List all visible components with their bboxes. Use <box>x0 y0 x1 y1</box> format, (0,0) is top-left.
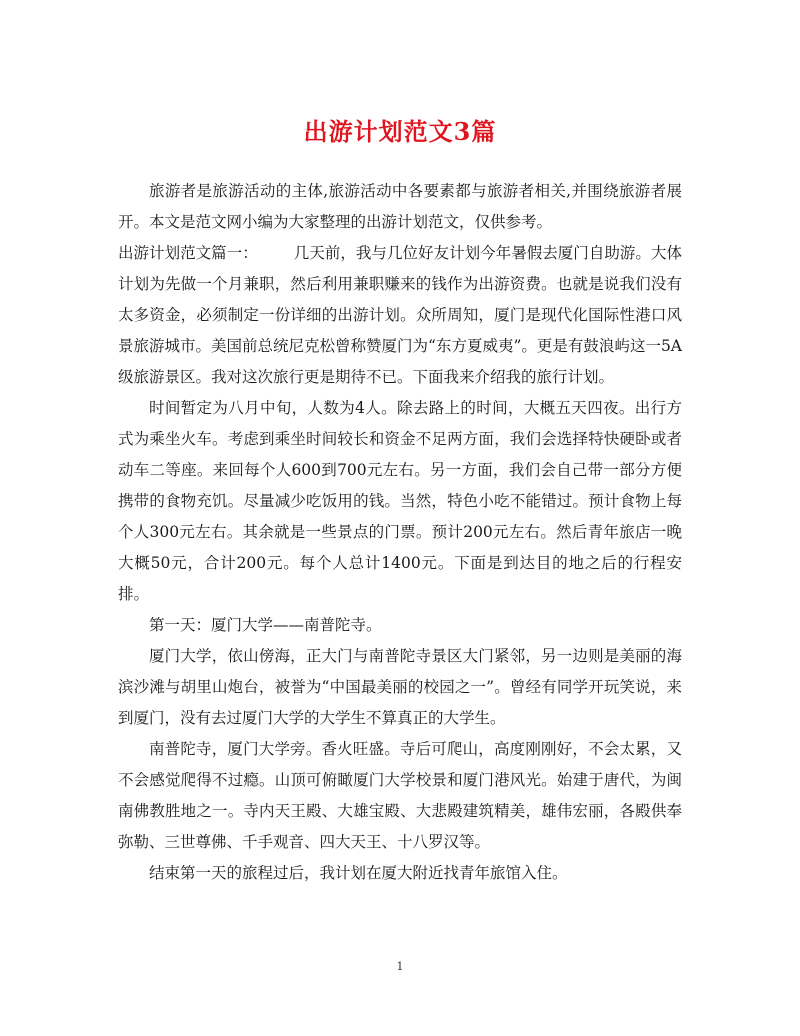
paragraph-article-one <box>118 238 682 393</box>
paragraph-end-day-one: 结束第一天的旅程过后，我计划在厦大附近找青年旅馆入住。 <box>149 864 568 882</box>
paragraph-xiamen-university: 厦门大学，依山傍海，正大门与南普陀寺景区大门紧邻，另一边则是美丽的海滨沙滩与胡里山炮台，被誉为“中国最美丽的校园之一”。曾经有同学开玩笑说，来到厦门，没有去过厦门大学的大学生不算真正的大学生。 <box>118 647 682 727</box>
paragraph-time-budget: 时间暂定为八月中旬，人数为4人。除去路上的时间，大概五天四夜。出行方式为乘坐火车。考虑到乘坐时间较长和资金不足两方面，我们会选择特快硬卧或者动车二等座。来回每个人600到700元左右。另一方面，我们会自己带一部分方便携带的食物充饥。尽量减少吃饭用的钱。当然，特色小吃不能错过。预计食物上每个人300元左右。其余就是一些景点的门票。预计200元左右。然后青年旅店一晚大概50元，合计200元。每个人总计1400元。下面是到达目的地之后的行程安排。 <box>118 399 682 603</box>
article-one-text: 几天前，我与几位好友计划今年暑假去厦门自助游。大体计划为先做一个月兼职，然后利用兼职赚来的钱作为出游资费。也就是说我们没有太多资金，必须制定一份详细的出游计划。众所周知，厦门是现代化国际性港口风景旅游城市。美国前总统尼克松曾称赞厦门为“东方夏威夷”。更是有鼓浪屿这一5A级旅游景区。我对这次旅行更是期待不已。下面我来介绍我的旅行计划。 <box>118 244 682 386</box>
paragraph-intro: 旅游者是旅游活动的主体,旅游活动中各要素都与旅游者相关,并围绕旅游者展开。本文是范文网小编为大家整理的出游计划范文，仅供参考。 <box>118 182 682 231</box>
paragraph-nanputuo: 南普陀寺，厦门大学旁。香火旺盛。寺后可爬山，高度刚刚好，不会太累，又不会感觉爬得不过瘾。山顶可俯瞰厦门大学校景和厦门港风光。始建于唐代，为闽南佛教胜地之一。寺内天王殿、大雄宝殿、大悲殿建筑精美，雄伟宏丽，各殿供奉弥勒、三世尊佛、千手观音、四大天王、十八罗汉等。 <box>118 740 682 851</box>
page-number: 1 <box>396 960 404 973</box>
document-body <box>118 176 682 889</box>
document-title: 出游计划范文3篇 <box>303 117 497 146</box>
paragraph-day-one: 第一天：厦门大学——南普陀寺。 <box>149 616 382 634</box>
article-one-label: 出游计划范文篇一： <box>118 244 258 262</box>
